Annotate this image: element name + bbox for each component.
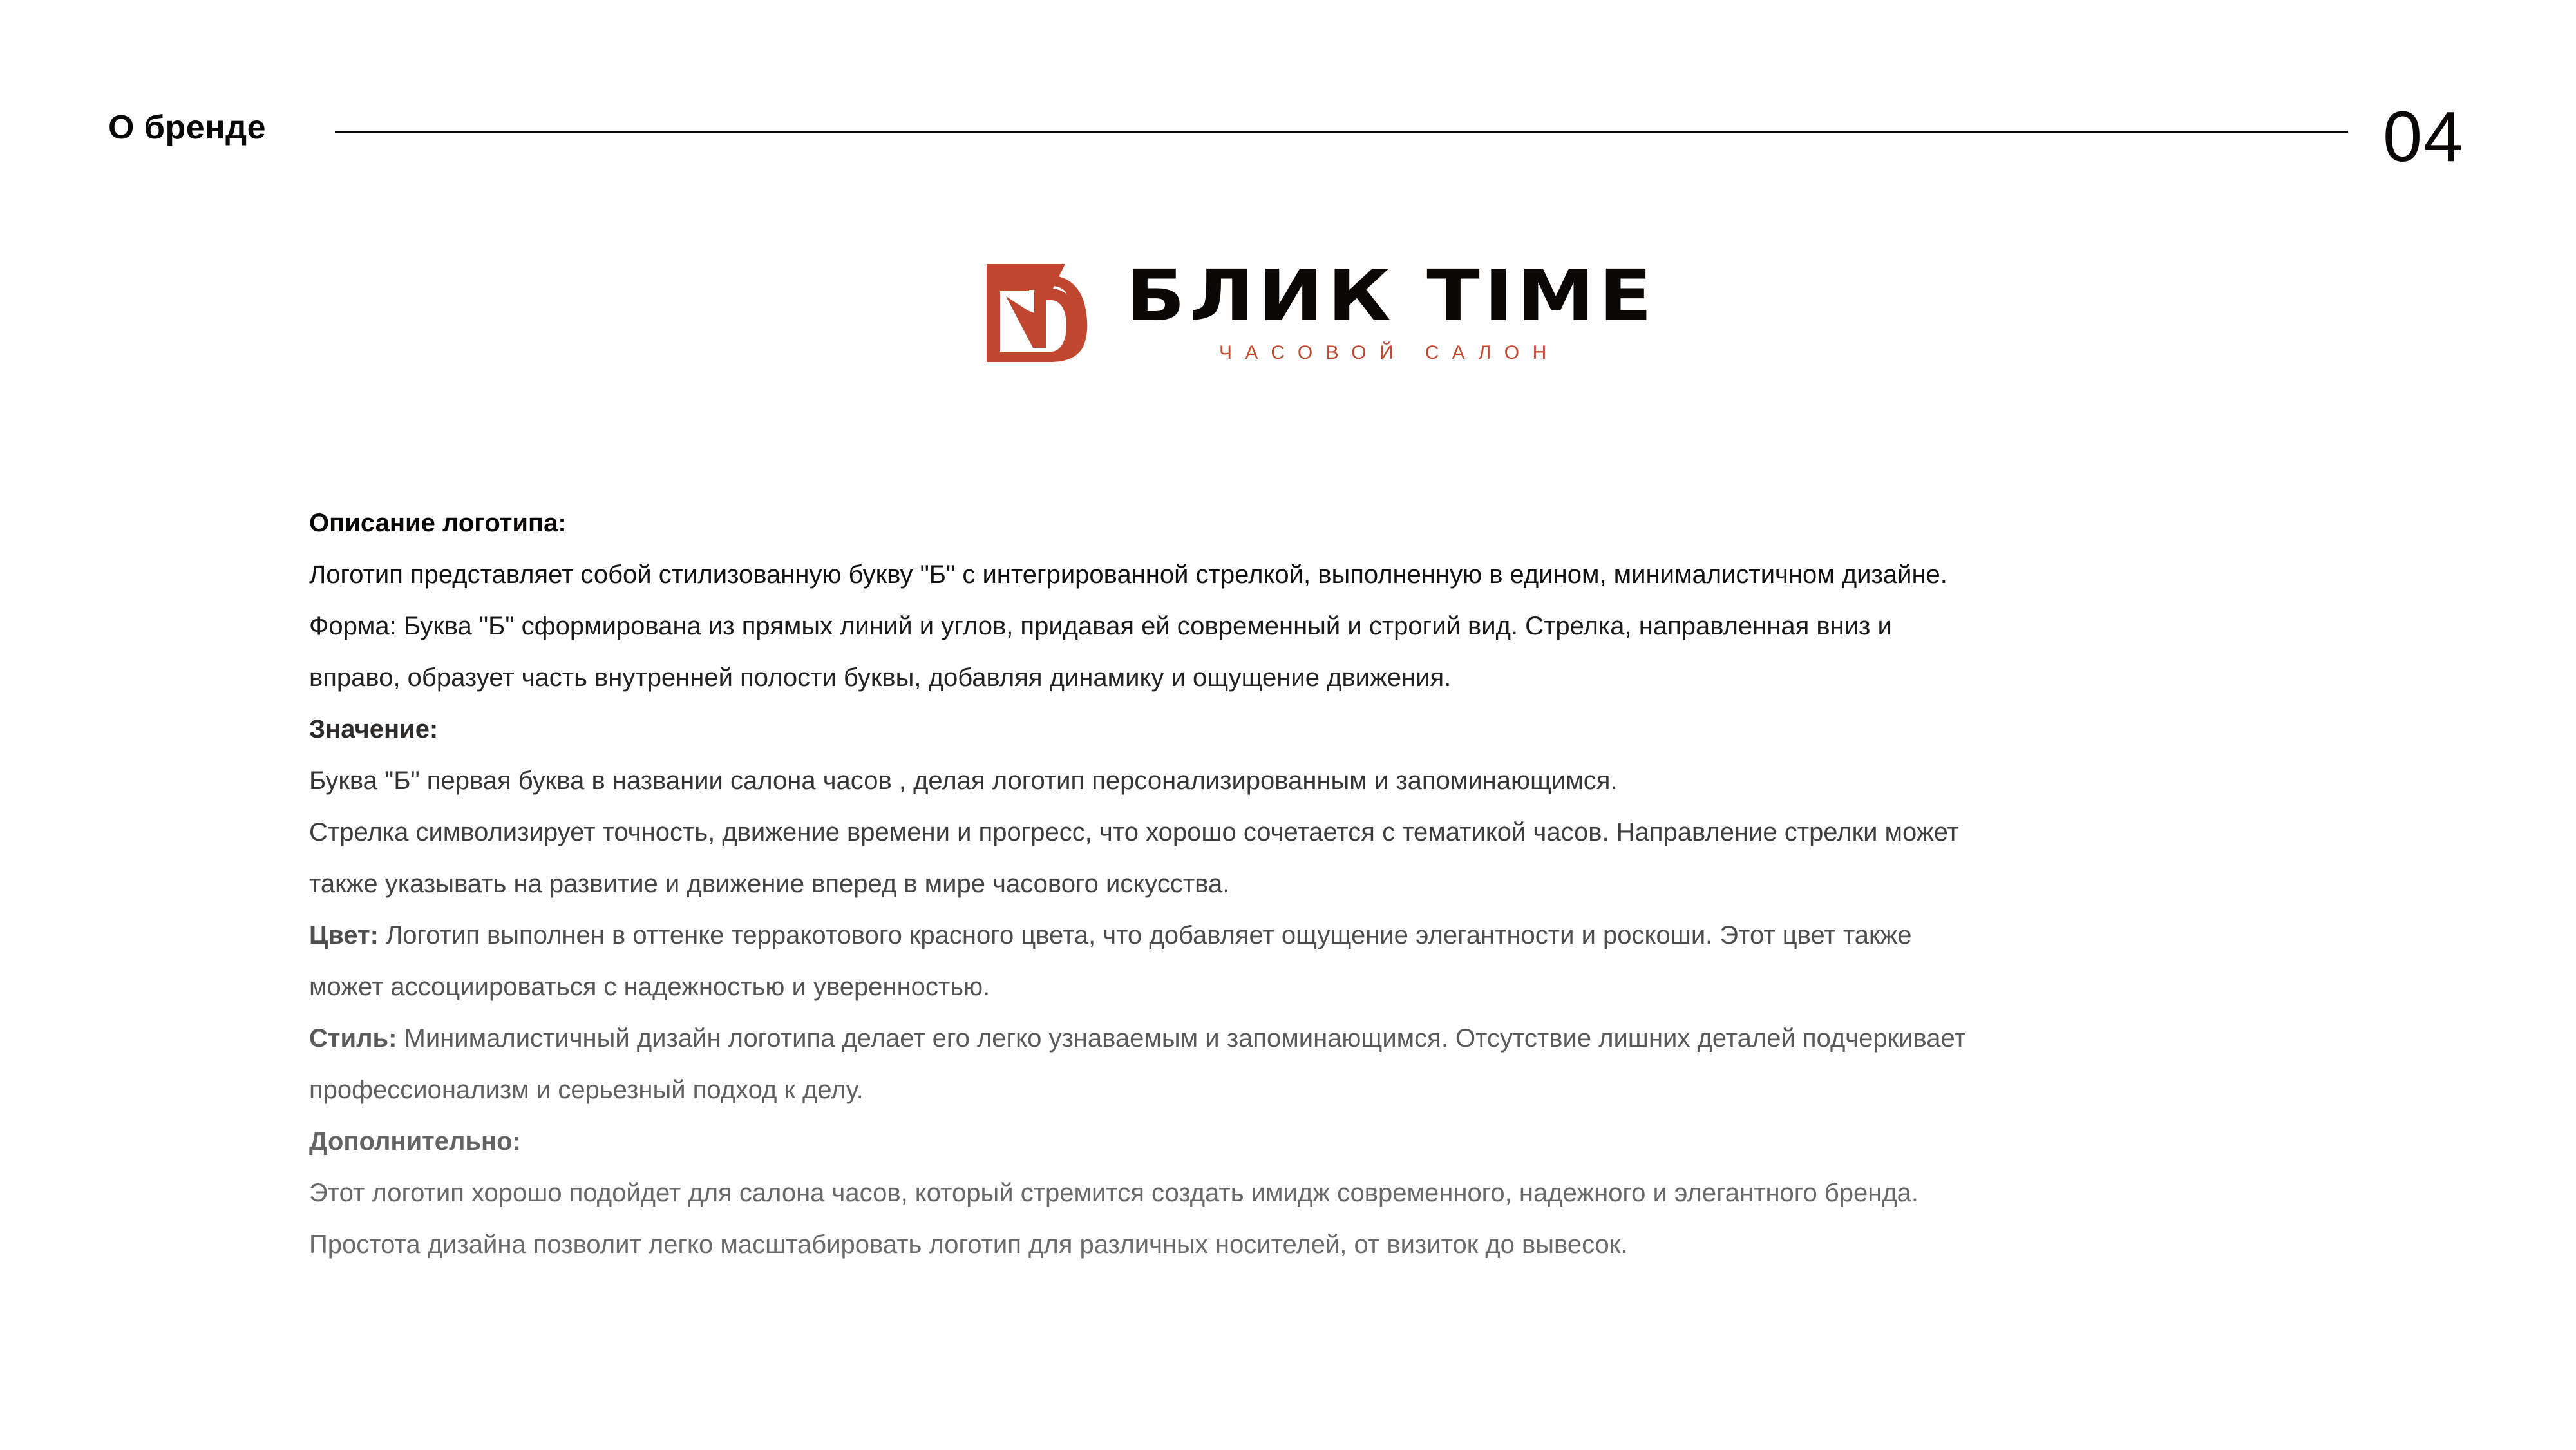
label-style: Стиль: xyxy=(309,1024,397,1053)
letter-b-arrow-icon xyxy=(987,264,1090,362)
style-paragraph xyxy=(309,1013,2338,1064)
paragraph-line: вправо, образует часть внутренней полости буквы, добавляя динамику и ощущение движения. xyxy=(309,663,1452,692)
logo-tagline: ЧАСОВОЙ САЛОН xyxy=(1219,342,1560,363)
paragraph-line: Буква "Б" первая буква в названии салона часов , делая логотип персонализированным и запоминающимся. xyxy=(309,767,1618,795)
paragraph-line: Стрелка символизирует точность, движение времени и прогресс, что хорошо сочетается с тематикой часов. Направление стрелки может xyxy=(309,818,1959,846)
color-paragraph xyxy=(309,910,2338,961)
section-title: О бренде xyxy=(108,109,267,146)
color-text: Логотип выполнен в оттенке терракотового красного цвета, что добавляет ощущение элегантности и роскоши. Этот цвет также xyxy=(378,921,1912,949)
label-color: Цвет: xyxy=(309,921,379,949)
paragraph-line: может ассоциироваться с надежностью и уверенностью. xyxy=(309,973,990,1001)
paragraph-line: Этот логотип хорошо подойдет для салона часов, который стремится создать имидж современного, надежного и элегантного бренда. xyxy=(309,1179,1919,1207)
paragraph-line: Форма: Буква "Б" сформирована из прямых линий и углов, придавая ей современный и строгий вид. Стрелка, направленная вниз и xyxy=(309,612,1892,640)
description-heading xyxy=(309,703,2338,755)
style-text: Минималистичный дизайн логотипа делает его легко узнаваемым и запоминающимся. Отсутствие лишних деталей подчеркивает xyxy=(397,1024,1966,1053)
heading-meaning: Значение: xyxy=(309,715,439,743)
paragraph-line: также указывать на развитие и движение вперед в мире часового искусства. xyxy=(309,870,1230,898)
paragraph-line: профессионализм и серьезный подход к делу. xyxy=(309,1076,864,1104)
paragraph-line: Логотип представляет собой стилизованную букву "Б" с интегрированной стрелкой, выполненную в едином, минималистичном дизайне. xyxy=(309,560,1947,589)
description-heading xyxy=(309,1116,2338,1167)
brand-logo xyxy=(987,255,1656,367)
logo-wordmark: БЛИК TIME xyxy=(1126,255,1656,338)
logo-description-block xyxy=(309,497,2338,1270)
header-divider xyxy=(335,131,2348,133)
description-heading xyxy=(309,497,2338,549)
heading-logo-description: Описание логотипа: xyxy=(309,509,567,537)
page-number: 04 xyxy=(2383,97,2465,176)
paragraph-line: Простота дизайна позволит легко масштабировать логотип для различных носителей, от визиток до вывесок. xyxy=(309,1230,1628,1259)
heading-additional: Дополнительно: xyxy=(309,1127,521,1156)
